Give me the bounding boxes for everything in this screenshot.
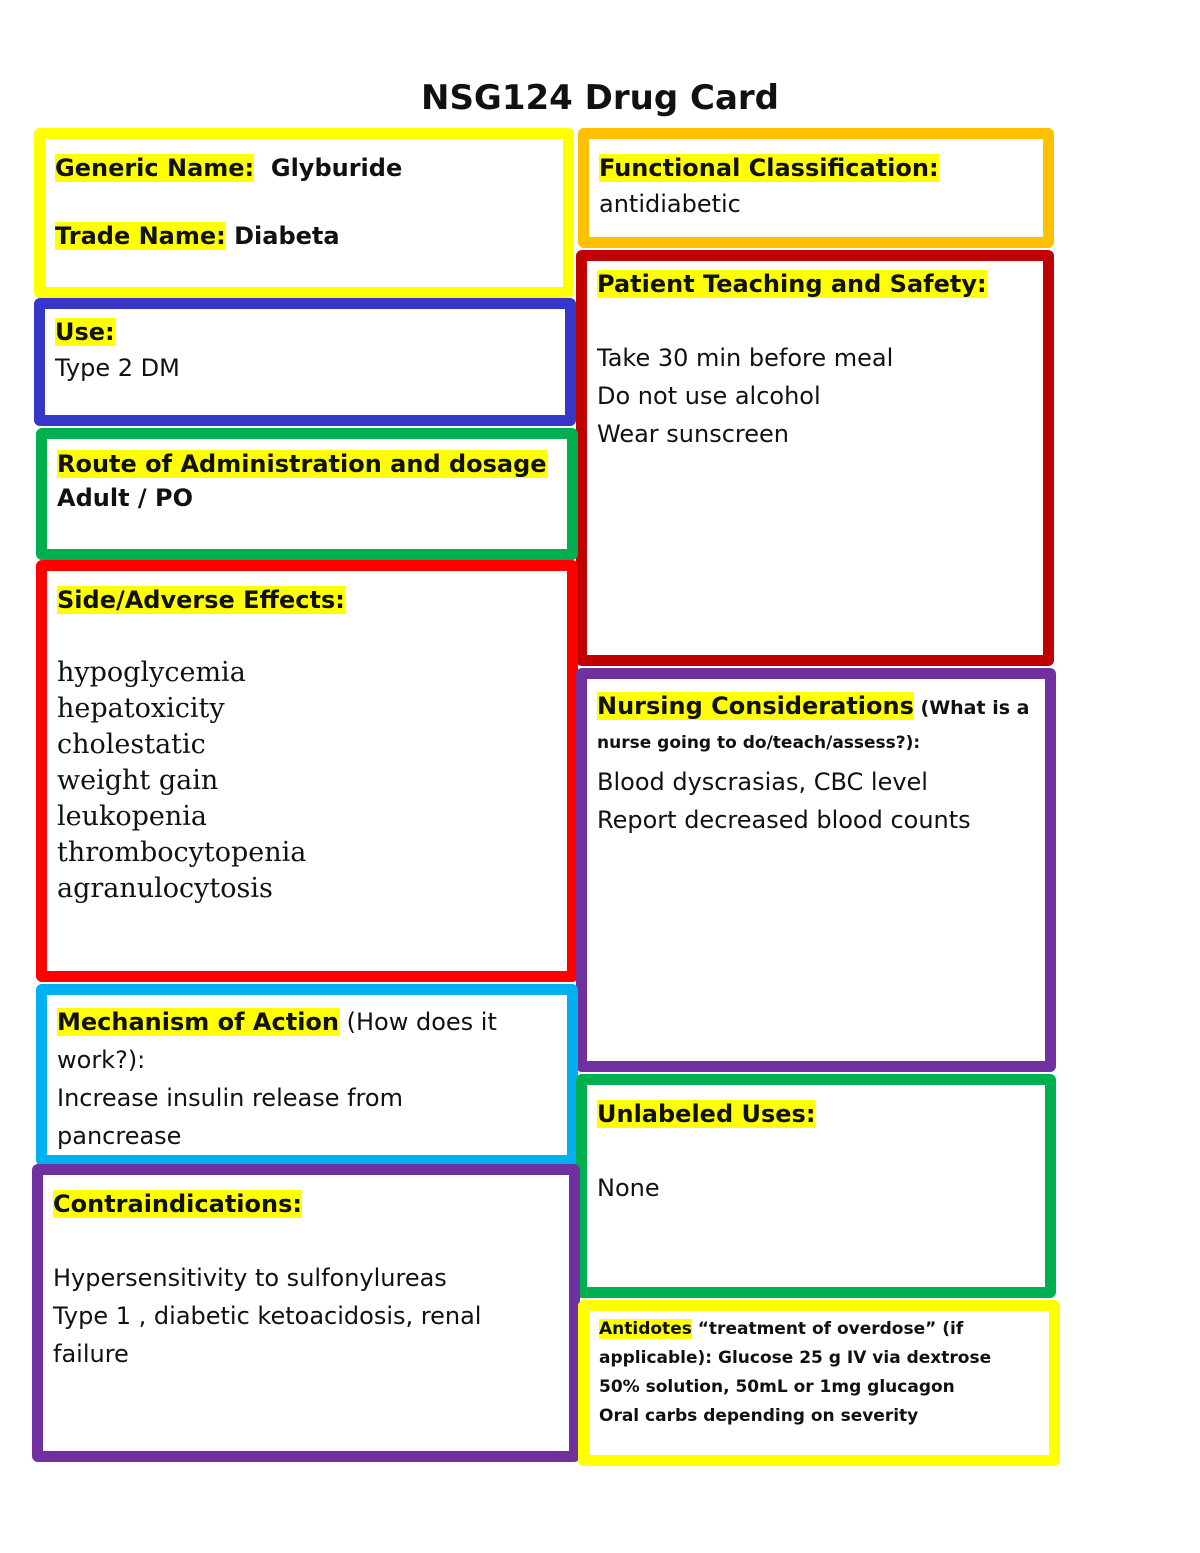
side-effect-item: leukopenia [57,801,208,832]
mechanism-line: Increase insulin release from [57,1084,403,1112]
use-value: Type 2 DM [55,354,180,382]
trade-name-label: Trade Name: [55,222,226,250]
contraindications-label: Contraindications: [53,1190,302,1218]
teaching-item: Take 30 min before meal [597,344,894,372]
patient-teaching-label: Patient Teaching and Safety: [597,270,987,298]
contraindication-line: Hypersensitivity to sulfonylureas [53,1264,447,1292]
nursing-considerations-box [576,668,1056,1072]
mechanism-note-cont: work?): [57,1046,146,1074]
contraindication-line: Type 1 , diabetic ketoacidosis, renal [53,1302,482,1330]
route-label: Route of Administration and dosage [57,450,547,478]
side-effect-item: hypoglycemia [57,657,246,688]
functional-classification-label: Functional Classification: [599,154,939,182]
nursing-item: Report decreased blood counts [597,806,971,834]
teaching-item: Do not use alcohol [597,382,821,410]
mechanism-box [36,984,578,1166]
generic-trade-box [34,128,574,298]
patient-teaching-box [576,250,1054,666]
nursing-item: Blood dyscrasias, CBC level [597,768,928,796]
use-label: Use: [55,318,115,346]
side-effect-item: weight gain [57,765,219,796]
teaching-item: Wear sunscreen [597,420,789,448]
generic-name-value: Glyburide [270,154,403,182]
side-effects-box [36,560,578,982]
side-effect-item: cholestatic [57,729,206,760]
side-effects-label: Side/Adverse Effects: [57,586,345,614]
route-box [36,428,578,560]
contraindication-line: failure [53,1340,129,1368]
generic-name-label: Generic Name: [55,154,255,182]
antidotes-line: applicable): Glucose 25 g IV via dextrose [599,1348,992,1368]
nursing-note: (What is a [913,697,1030,719]
nursing-note-cont: nurse going to do/teach/assess?): [597,733,921,753]
antidotes-box [578,1300,1060,1466]
side-effect-item: thrombocytopenia [57,837,307,868]
route-value: Adult / PO [57,484,194,512]
nursing-considerations-label: Nursing Considerations [597,692,914,720]
mechanism-note: (How does it [339,1008,497,1036]
mechanism-label: Mechanism of Action [57,1008,339,1036]
antidotes-line: Oral carbs depending on severity [599,1406,919,1426]
trade-name-value: Diabeta [234,222,340,250]
side-effect-item: hepatoxicity [57,693,225,724]
side-effect-item: agranulocytosis [57,873,273,904]
use-box [34,298,576,426]
unlabeled-uses-value: None [597,1174,660,1202]
page-title: NSG124 Drug Card [420,78,780,118]
functional-classification-box [578,128,1054,248]
contraindications-box [32,1164,580,1462]
antidotes-line: “treatment of overdose” (if [691,1319,964,1339]
functional-classification-value: antidiabetic [599,190,741,218]
antidotes-label: Antidotes [599,1319,692,1339]
unlabeled-uses-box [576,1074,1056,1298]
antidotes-line: 50% solution, 50mL or 1mg glucagon [599,1377,955,1397]
unlabeled-uses-label: Unlabeled Uses: [597,1100,816,1128]
mechanism-line: pancrease [57,1122,182,1150]
